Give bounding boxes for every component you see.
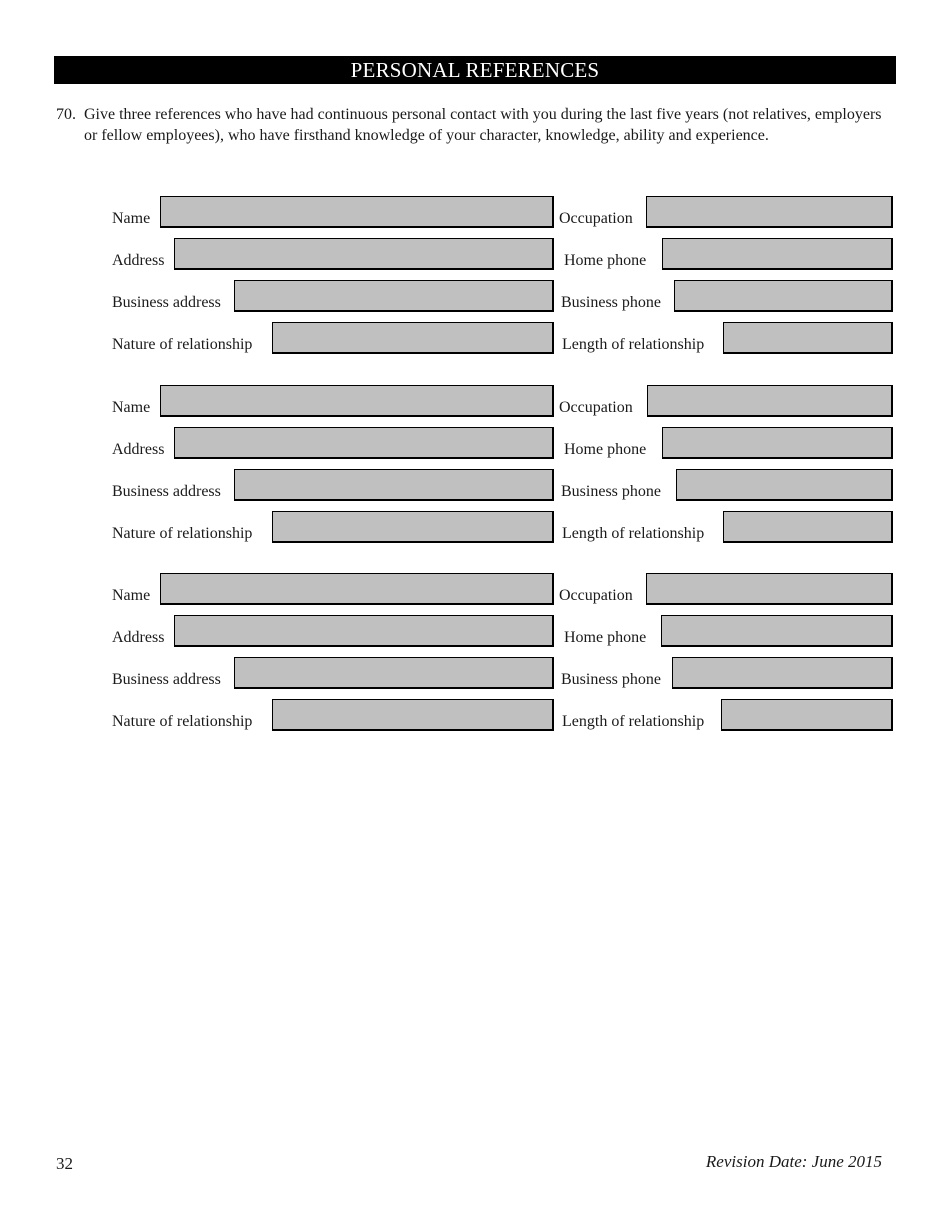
business-address-field[interactable] — [234, 657, 554, 689]
home-phone-label: Home phone — [564, 252, 647, 269]
business-address-label: Business address — [112, 294, 221, 311]
nature-of-relationship-label: Nature of relationship — [112, 336, 253, 353]
page-number: 32 — [56, 1154, 73, 1173]
address-label: Address — [112, 441, 165, 458]
length-of-relationship-label: Length of relationship — [562, 336, 705, 353]
question-text: Give three references who have had continuous personal contact with you during the last five years (not relatives, employers or fellow employees), who have firsthand knowledge of your character, knowledge, ability and experience. — [84, 106, 882, 144]
business-phone-label: Business phone — [561, 294, 661, 311]
occupation-field[interactable] — [647, 385, 893, 417]
business-phone-label: Business phone — [561, 483, 661, 500]
length-of-relationship-label: Length of relationship — [562, 713, 705, 730]
business-address-field[interactable] — [234, 469, 554, 501]
business-phone-field[interactable] — [676, 469, 893, 501]
occupation-label: Occupation — [559, 210, 633, 227]
nature-of-relationship-field[interactable] — [272, 322, 554, 354]
occupation-label: Occupation — [559, 399, 633, 416]
home-phone-field[interactable] — [662, 427, 893, 459]
home-phone-field[interactable] — [662, 238, 893, 270]
address-field[interactable] — [174, 615, 554, 647]
nature-of-relationship-label: Nature of relationship — [112, 713, 253, 730]
business-phone-field[interactable] — [672, 657, 893, 689]
business-phone-label: Business phone — [561, 671, 661, 688]
name-label: Name — [112, 399, 151, 416]
length-of-relationship-label: Length of relationship — [562, 525, 705, 542]
nature-of-relationship-field[interactable] — [272, 699, 554, 731]
question-number: 70. — [56, 106, 76, 123]
business-address-label: Business address — [112, 671, 221, 688]
reference-block-3 — [0, 573, 950, 741]
reference-block-1 — [0, 196, 950, 364]
address-field[interactable] — [174, 427, 554, 459]
home-phone-label: Home phone — [564, 629, 647, 646]
occupation-label: Occupation — [559, 587, 633, 604]
name-field[interactable] — [160, 573, 554, 605]
nature-of-relationship-label: Nature of relationship — [112, 525, 253, 542]
home-phone-field[interactable] — [661, 615, 893, 647]
business-address-label: Business address — [112, 483, 221, 500]
business-address-field[interactable] — [234, 280, 554, 312]
address-label: Address — [112, 252, 165, 269]
address-field[interactable] — [174, 238, 554, 270]
name-field[interactable] — [160, 196, 554, 228]
length-of-relationship-field[interactable] — [723, 511, 893, 543]
reference-block-2 — [0, 385, 950, 553]
name-field[interactable] — [160, 385, 554, 417]
address-label: Address — [112, 629, 165, 646]
length-of-relationship-field[interactable] — [721, 699, 893, 731]
section-title: PERSONAL REFERENCES — [54, 56, 896, 84]
occupation-field[interactable] — [646, 196, 893, 228]
name-label: Name — [112, 587, 151, 604]
revision-date: Revision Date: June 2015 — [705, 1152, 882, 1171]
home-phone-label: Home phone — [564, 441, 647, 458]
business-phone-field[interactable] — [674, 280, 893, 312]
nature-of-relationship-field[interactable] — [272, 511, 554, 543]
name-label: Name — [112, 210, 151, 227]
length-of-relationship-field[interactable] — [723, 322, 893, 354]
occupation-field[interactable] — [646, 573, 893, 605]
